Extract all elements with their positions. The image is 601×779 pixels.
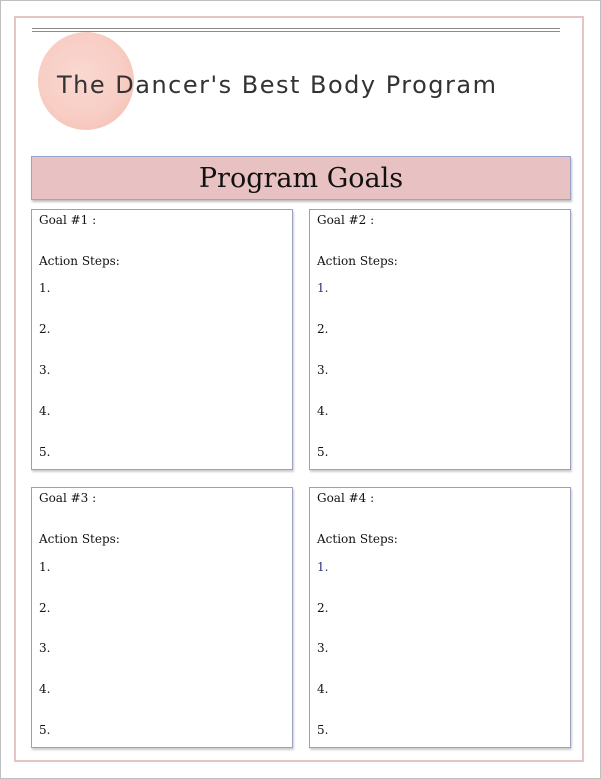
step-number: 1.: [39, 560, 51, 574]
step-number: 1.: [317, 560, 329, 574]
step-number: 4.: [39, 404, 51, 418]
step-number: 2.: [317, 601, 329, 615]
section-banner: [31, 156, 571, 200]
step-number: 4.: [317, 404, 329, 418]
step-number: 2.: [39, 601, 51, 615]
step-number: 3.: [39, 641, 51, 655]
goal-label: Goal #1 :: [39, 213, 97, 227]
goal-label: Goal #3 :: [39, 491, 97, 505]
goal-box-2[interactable]: [309, 209, 571, 470]
top-rule: [32, 28, 560, 29]
step-number: 5.: [317, 723, 329, 737]
step-number: 4.: [317, 682, 329, 696]
brand-title: The Dancer's Best Body Program: [57, 71, 498, 99]
action-steps-label: Action Steps:: [39, 532, 120, 546]
step-number: 1.: [39, 281, 51, 295]
step-number: 2.: [39, 322, 51, 336]
step-number: 5.: [39, 445, 51, 459]
action-steps-label: Action Steps:: [317, 532, 398, 546]
step-number: 5.: [39, 723, 51, 737]
step-number: 3.: [317, 363, 329, 377]
section-title: Program Goals: [198, 162, 404, 194]
step-number: 4.: [39, 682, 51, 696]
goal-label: Goal #4 :: [317, 491, 375, 505]
step-number: 3.: [317, 641, 329, 655]
step-number: 1.: [317, 281, 329, 295]
step-number: 3.: [39, 363, 51, 377]
action-steps-label: Action Steps:: [317, 254, 398, 268]
goal-box-1[interactable]: [31, 209, 293, 470]
top-rule-second: [32, 31, 560, 32]
goal-box-3[interactable]: [31, 487, 293, 748]
step-number: 5.: [317, 445, 329, 459]
goal-box-4[interactable]: [309, 487, 571, 748]
action-steps-label: Action Steps:: [39, 254, 120, 268]
goal-label: Goal #2 :: [317, 213, 375, 227]
step-number: 2.: [317, 322, 329, 336]
